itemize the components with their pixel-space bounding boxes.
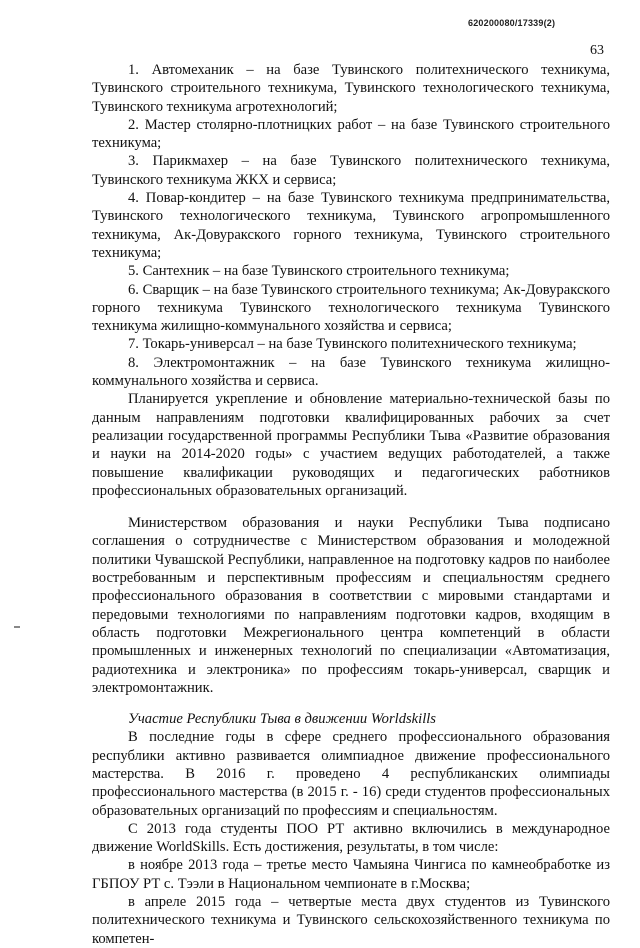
paragraph-achievement-2015: в апреле 2015 года – четвертые места двух студентов из Тувинского политехнического техникума и Тувинского сельскохозяйственного техникума по компетен- <box>92 894 610 947</box>
paragraph-agreement: Министерством образования и науки Республики Тыва подписано соглашения о сотрудничестве с Министерством образования и молодежной политики Чувашской Республики, направленное на подготовку кадров по наиболее востребованным и перспективным профессиям и специальностям среднего профессионального образования в соответствии с мировыми стандартами и передовыми технологиями по направлениям подготовки кадров, входящим в область подготовки Межрегионального центра компетенций в области промышленных и инженерных технологий по специализации «Автоматизация, радиотехника и электроника» по профессиям токарь-универсал, сварщик и электромонтажник. <box>92 515 610 696</box>
list-item: 2. Мастер столярно-плотницких работ – на базе Тувинского строительного техникума; <box>92 116 610 152</box>
paragraph-olympiads: В последние годы в сфере среднего профессионального образования республики активно развивается олимпиадное движение профессионального мастерства. В 2016 г. проведено 4 республиканских олимпиады профессионального мастерства (в 2015 г. - 16) среди студентов профессиональных образовательных организаций по профессиям и специальностям. <box>92 729 610 819</box>
margin-mark <box>14 626 20 628</box>
paragraph-material-base: Планируется укрепление и обновление материально-технической базы по данным направлениям подготовки квалифицированных рабочих за счет реализации государственной программы Республики Тыва «Развитие образования и науки на 2014-2020 годы» с участием ведущих работодателей, а также повышение квалификации руководящих и педагогических работников профессиональных образовательных организаций. <box>92 391 610 499</box>
list-item: 1. Автомеханик – на базе Тувинского политехнического техникума, Тувинского строительного техникума, Тувинского технологического техникума, Тувинского техникума агротехнологий; <box>92 62 610 115</box>
body-text <box>92 61 610 948</box>
list-item: 8. Электромонтажник – на базе Тувинского техникума жилищно-коммунального хозяйства и сервиса. <box>92 354 610 390</box>
list-item: 7. Токарь-универсал – на базе Тувинского политехнического техникума; <box>128 336 577 353</box>
list-item: 3. Парикмахер – на базе Тувинского политехнического техникума, Тувинского техникума ЖКХ и сервиса; <box>92 153 610 188</box>
section-heading-worldskills: Участие Республики Тыва в движении Worldskills <box>128 711 436 728</box>
list-item: 5. Сантехник – на базе Тувинского строительного техникума; <box>128 263 510 280</box>
page-number: 63 <box>590 43 604 58</box>
document-id: 620200080/17339(2) <box>468 18 556 28</box>
list-item: 4. Повар-кондитер – на базе Тувинского техникума предпринимательства, Тувинского технологического техникума, Тувинского агропромышленного техникума, Ак-Довуракского горного техникума, Тувинского строительного техникума; <box>92 190 610 261</box>
list-item: 6. Сварщик – на базе Тувинского строительного техникума; Ак-Довуракского горного техникума Тувинского технологического техникума Тувинского техникума жилищно-коммунального хозяйства и сервиса; <box>92 281 610 335</box>
paragraph-achievement-2013: в ноябре 2013 года – третье место Чамыяна Чингиса по камнеобработке из ГБПОУ РТ с. Тээли в Национальном чемпионате в г.Москва; <box>92 857 610 892</box>
paragraph-worldskills: С 2013 года студенты ПОО РТ активно включились в международное движение WorldSkills. Есть достижения, результаты, в том числе: <box>92 820 610 856</box>
